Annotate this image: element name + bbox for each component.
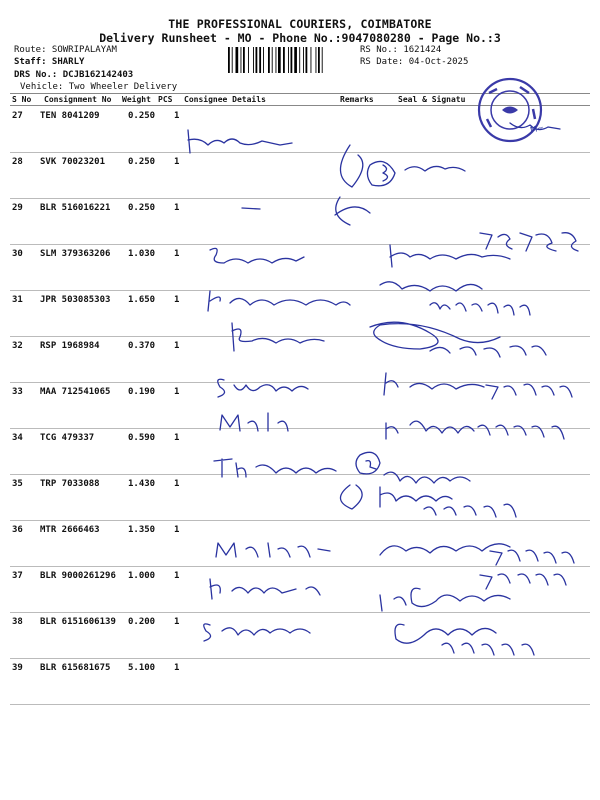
row-pcs: 1 [174,525,180,535]
vehicle-label: Vehicle: Two Wheeler Delivery [20,82,178,92]
row-sno: 34 [12,433,23,443]
row-divider [10,704,590,705]
row-sno: 32 [12,341,23,351]
row-weight: 0.200 [128,617,156,627]
row-consignment-no: TRP 7033088 [40,479,100,489]
barcode-icon [228,47,358,73]
row-sno: 28 [12,157,23,167]
rs-date: RS Date: 04-Oct-2025 [360,57,469,67]
row-pcs: 1 [174,111,180,121]
row-consignment-no: SVK 70023201 [40,157,106,167]
row-pcs: 1 [174,203,180,213]
row-sno: 36 [12,525,23,535]
row-consignment-no: BLR 615681675 [40,663,111,673]
row-sno: 39 [12,663,23,673]
route-label: Route: SOWRIPALAYAM [14,45,117,55]
col-weight: Weight [122,95,151,104]
row-sno: 35 [12,479,23,489]
row-weight: 0.250 [128,157,156,167]
row-sno: 29 [12,203,23,213]
row-consignment-no: MAA 712541065 [40,387,111,397]
row-pcs: 1 [174,479,180,489]
rs-number: RS No.: 1621424 [360,45,442,55]
row-weight: 1.030 [128,249,156,259]
row-consignment-no: MTR 2666463 [40,525,100,535]
row-pcs: 1 [174,295,180,305]
row-consignment-no: RSP 1968984 [40,341,100,351]
document-title: THE PROFESSIONAL COURIERS, COIMBATORE [168,17,432,31]
col-consignee: Consignee Details [184,95,266,104]
svg-text:M~: M~ [529,122,545,135]
row-pcs: 1 [174,571,180,581]
row-pcs: 1 [174,341,180,351]
row-pcs: 1 [174,157,180,167]
row-pcs: 1 [174,433,180,443]
row-sno: 31 [12,295,23,305]
row-sno: 38 [12,617,23,627]
drs-number: DRS No.: DCJB162142403 [14,70,134,80]
row-sno: 33 [12,387,23,397]
row-sno: 30 [12,249,23,259]
row-weight: 5.100 [128,663,156,673]
row-pcs: 1 [174,617,180,627]
row-weight: 1.430 [128,479,156,489]
col-consignment: Consignment No [44,95,112,104]
document-subtitle: Delivery Runsheet - MO - Phone No.:9047080280 - Page No.:3 [99,31,501,45]
row-consignment-no: JPR 503085303 [40,295,111,305]
row-weight: 1.000 [128,571,156,581]
row-sno: 37 [12,571,23,581]
col-sno: S No [12,95,32,104]
col-remarks: Remarks [340,95,374,104]
row-weight: 0.370 [128,341,156,351]
row-weight: 1.650 [128,295,156,305]
row-weight: 0.190 [128,387,156,397]
row-pcs: 1 [174,387,180,397]
row-consignment-no: SLM 379363206 [40,249,111,259]
row-weight: 0.250 [128,203,156,213]
row-consignment-no: BLR 9000261296 [40,571,116,581]
row-consignment-no: TEN 8041209 [40,111,100,121]
staff-label: Staff: SHARLY [14,57,85,67]
row-weight: 1.350 [128,525,156,535]
row-consignment-no: BLR 6151606139 [40,617,116,627]
row-weight: 0.590 [128,433,156,443]
row-pcs: 1 [174,663,180,673]
row-consignment-no: TCG 479337 [40,433,95,443]
row-pcs: 1 [174,249,180,259]
row-consignment-no: BLR 516016221 [40,203,111,213]
col-seal-signature: Seal & Signatu [398,95,466,104]
row-weight: 0.250 [128,111,156,121]
handwritten-signatures [180,105,600,665]
row-sno: 27 [12,111,23,121]
col-pcs: PCS [158,95,173,104]
